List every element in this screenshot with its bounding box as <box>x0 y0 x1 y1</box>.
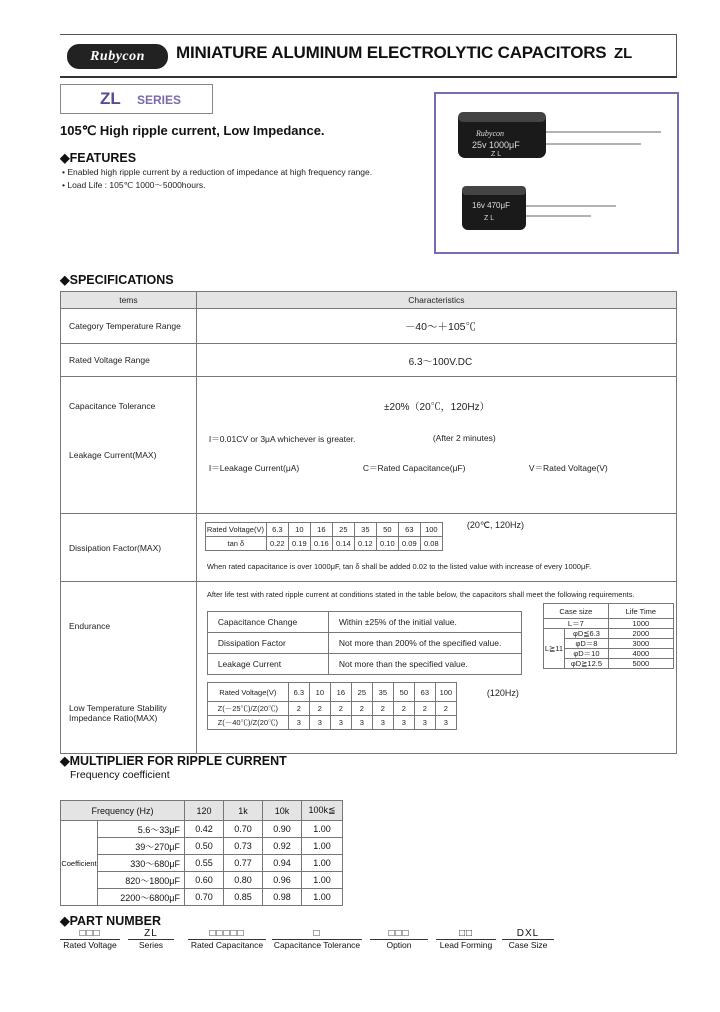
multiplier-subheading: Frequency coefficient <box>70 769 170 781</box>
coef-value: 0.55 <box>185 855 224 872</box>
coef-value: 1.00 <box>302 821 343 838</box>
df-tan-label: tan δ <box>205 537 266 551</box>
rubycon-logo: Rubycon <box>67 44 168 69</box>
cap2-series: Z L <box>484 215 495 222</box>
part-code: □□□ <box>370 928 428 940</box>
coef-value: 0.96 <box>263 872 302 889</box>
df-value: 0.14 <box>332 537 354 551</box>
coef-value: 1.00 <box>302 838 343 855</box>
part-label: Option <box>386 940 412 950</box>
df-voltage: 16 <box>310 523 332 537</box>
header-right-rule <box>676 34 677 77</box>
coef-value: 0.80 <box>224 872 263 889</box>
multiplier-row <box>61 872 343 889</box>
df-value: 0.08 <box>420 537 442 551</box>
cap-range: 2200～6800μF <box>98 889 185 906</box>
multiplier-row <box>61 855 343 872</box>
part-option <box>370 928 428 950</box>
df-voltage: 35 <box>354 523 376 537</box>
life-header-time: Life Time <box>608 604 673 619</box>
endurance-value: Not more than 200% of the specified value. <box>328 633 521 654</box>
lt-value: 2 <box>393 702 414 716</box>
tagline: 105℃ High ripple current, Low Impedance. <box>60 123 325 138</box>
part-lead-forming <box>436 928 496 950</box>
multiplier-table <box>60 800 343 906</box>
df-value: 0.19 <box>288 537 310 551</box>
lt-row-40 <box>207 716 456 730</box>
low-temp-table <box>207 682 457 730</box>
part-label: Lead Forming <box>439 940 493 950</box>
df-voltage: 6.3 <box>266 523 288 537</box>
endurance-table <box>207 611 522 675</box>
coef-value: 0.85 <box>224 889 263 906</box>
multiplier-row <box>61 889 343 906</box>
multiplier-row <box>61 821 343 838</box>
lt-value: 2 <box>414 702 435 716</box>
spec-row-dissipation <box>61 514 677 582</box>
lt-value: 2 <box>309 702 330 716</box>
spec-value-cell <box>196 582 676 754</box>
capacitor-illustration <box>436 94 677 252</box>
endurance-row <box>207 633 521 654</box>
part-number-heading: ◆PART NUMBER <box>60 914 162 928</box>
coef-value: 0.92 <box>263 838 302 855</box>
df-value: 0.10 <box>376 537 398 551</box>
life-group-label: L≧11 <box>543 629 564 669</box>
life-time: 3000 <box>608 639 673 649</box>
lt-voltage: 63 <box>414 683 435 702</box>
life-case: φD＝10 <box>565 649 609 659</box>
life-time-table <box>543 603 674 669</box>
df-voltage: 50 <box>376 523 398 537</box>
endurance-item: Capacitance Change <box>207 612 328 633</box>
cap-range: 820～1800μF <box>98 872 185 889</box>
part-code: DXL <box>502 928 554 940</box>
lt-voltage: 50 <box>393 683 414 702</box>
lt-row-25 <box>207 702 456 716</box>
specifications-table <box>60 291 677 754</box>
lt-voltage-row <box>207 683 456 702</box>
part-case-size <box>502 928 554 950</box>
cap-range: 5.6～33μF <box>98 821 185 838</box>
spec-value-cell <box>196 377 676 514</box>
coef-value: 1.00 <box>302 855 343 872</box>
part-label: Rated Capacitance <box>190 940 264 950</box>
coef-value: 0.50 <box>185 838 224 855</box>
spec-label: Low Temperature Stability <box>69 703 167 713</box>
lt-value: 3 <box>393 716 414 730</box>
spec-label: Impedance Ratio(MAX) <box>69 713 158 723</box>
lt-value: 2 <box>288 702 309 716</box>
df-voltage: 25 <box>332 523 354 537</box>
lt-value: 3 <box>330 716 351 730</box>
freq-value: 100k≦ <box>302 801 343 821</box>
coef-value: 0.70 <box>185 889 224 906</box>
series-label: SERIES <box>137 93 182 107</box>
lt-value: 3 <box>288 716 309 730</box>
multiplier-header-row <box>61 801 343 821</box>
endurance-row <box>207 612 521 633</box>
endurance-value: Within ±25% of the initial value. <box>328 612 521 633</box>
coef-value: 0.94 <box>263 855 302 872</box>
spec-label-cell <box>61 582 197 754</box>
cap1-marking: 25v 1000μF <box>472 140 520 150</box>
coef-value: 0.42 <box>185 821 224 838</box>
part-series <box>128 928 174 950</box>
df-value: 0.12 <box>354 537 376 551</box>
lt-value: 3 <box>372 716 393 730</box>
df-value: 0.22 <box>266 537 288 551</box>
lt-voltage-label: Rated Voltage(V) <box>207 683 288 702</box>
cap-range: 330～680μF <box>98 855 185 872</box>
df-voltage: 63 <box>398 523 420 537</box>
part-label: Case Size <box>508 940 548 950</box>
endurance-item: Dissipation Factor <box>207 633 328 654</box>
part-label: Rated Voltage <box>63 940 117 950</box>
part-code: □ <box>272 928 362 940</box>
spec-label: Rated Voltage Range <box>61 344 197 377</box>
freq-label: Frequency (Hz) <box>61 801 185 821</box>
endurance-item: Leakage Current <box>207 654 328 675</box>
product-photo <box>434 92 679 254</box>
header-bottom-rule <box>60 76 677 78</box>
svg-text:Rubycon: Rubycon <box>476 129 504 138</box>
part-rated-voltage <box>60 928 120 950</box>
part-rated-capacitance <box>188 928 266 950</box>
df-table <box>205 522 443 551</box>
feature-item: • Load Life : 105℃ 1000～5000hours. <box>62 180 206 190</box>
part-code: □□□ <box>60 928 120 940</box>
life-time: 5000 <box>608 659 673 669</box>
endurance-intro: After life test with rated ripple current at conditions stated in the table below, the capacitors shall meet the following requirements. <box>206 590 635 599</box>
df-note: When rated capacitance is over 1000μF, tan δ shall be added 0.02 to the listed value with increase of every 1000μF. <box>206 562 592 571</box>
cap1-series: Z L <box>491 151 502 158</box>
lt-value: 3 <box>414 716 435 730</box>
spec-value-cell <box>196 514 676 582</box>
spec-header-row <box>61 292 677 309</box>
features-heading: ◆FEATURES <box>60 151 137 165</box>
coef-value: 0.90 <box>263 821 302 838</box>
cap-range: 39～270μF <box>98 838 185 855</box>
lt-voltage: 10 <box>309 683 330 702</box>
lt-voltage: 35 <box>372 683 393 702</box>
life-case: φD＝8 <box>565 639 609 649</box>
coef-value: 0.77 <box>224 855 263 872</box>
freq-value: 10k <box>263 801 302 821</box>
spec-row-endurance <box>61 582 677 754</box>
leakage-i-def: I＝Leakage Current(μA) <box>208 463 300 473</box>
df-conditions: (20℃, 120Hz) <box>466 520 524 530</box>
df-value: 0.09 <box>398 537 420 551</box>
header-top-rule <box>60 34 677 35</box>
col-characteristics: Characteristics <box>196 292 676 309</box>
spec-row-cap-leak <box>61 377 677 514</box>
spec-row-voltage <box>61 344 677 377</box>
lt-value: 3 <box>435 716 456 730</box>
lt-voltage: 6.3 <box>288 683 309 702</box>
df-voltage: 10 <box>288 523 310 537</box>
cap2-marking: 16v 470μF <box>472 201 510 210</box>
df-voltage-row <box>205 523 442 537</box>
lt-value: 2 <box>435 702 456 716</box>
lt-conditions: (120Hz) <box>486 688 519 698</box>
part-label: Series <box>138 940 164 950</box>
spec-label: Category Temperature Range <box>61 309 197 344</box>
spec-label: Dissipation Factor(MAX) <box>61 514 197 582</box>
specifications-heading: ◆SPECIFICATIONS <box>60 273 174 287</box>
part-label: Capacitance Tolerance <box>273 940 361 950</box>
coef-value: 0.70 <box>224 821 263 838</box>
freq-value: 1k <box>224 801 263 821</box>
spec-row-temperature <box>61 309 677 344</box>
leakage-after: (After 2 minutes) <box>432 433 496 443</box>
endurance-value: Not more than the specified value. <box>328 654 521 675</box>
lt-voltage: 25 <box>351 683 372 702</box>
part-cap-tolerance <box>272 928 362 950</box>
coef-label: Coefficient <box>61 821 98 906</box>
life-row <box>543 619 673 629</box>
life-time: 1000 <box>608 619 673 629</box>
lt-voltage: 16 <box>330 683 351 702</box>
lt-value: 2 <box>372 702 393 716</box>
life-row <box>543 629 673 639</box>
leakage-formula: I＝0.01CV or 3μA whichever is greater. <box>208 434 356 444</box>
lt-voltage: 100 <box>435 683 456 702</box>
part-code: □□□□□ <box>188 928 266 940</box>
df-tan-row <box>205 537 442 551</box>
lt-value: 3 <box>309 716 330 730</box>
feature-item: • Enabled high ripple current by a reduction of impedance at high frequency range. <box>62 167 373 177</box>
coef-value: 0.73 <box>224 838 263 855</box>
life-time: 4000 <box>608 649 673 659</box>
part-code: □□ <box>436 928 496 940</box>
lt-row-label: Z(－40℃)/Z(20℃) <box>207 716 288 730</box>
life-case: φD≦6.3 <box>565 629 609 639</box>
header-series-code: ZL <box>614 45 633 62</box>
coef-value: 0.98 <box>263 889 302 906</box>
spec-value: －40～＋105℃ <box>196 309 676 344</box>
freq-value: 120 <box>185 801 224 821</box>
lt-row-label: Z(－25℃)/Z(20℃) <box>207 702 288 716</box>
coef-value: 1.00 <box>302 889 343 906</box>
endurance-row <box>207 654 521 675</box>
life-header-row <box>543 604 673 619</box>
life-case: φD≧12.5 <box>565 659 609 669</box>
leakage-v-def: V＝Rated Voltage(V) <box>528 463 608 473</box>
multiplier-heading: ◆MULTIPLIER FOR RIPPLE CURRENT <box>60 754 287 768</box>
cap-tolerance-value: ±20%（20℃，120Hz） <box>384 402 490 413</box>
series-code: ZL <box>100 89 121 108</box>
spec-label: Leakage Current(MAX) <box>69 450 157 460</box>
life-time: 2000 <box>608 629 673 639</box>
leakage-c-def: C＝Rated Capacitance(μF) <box>362 463 466 473</box>
spec-label: Capacitance Tolerance <box>69 401 156 411</box>
col-items: tems <box>61 292 197 309</box>
life-case: L＝7 <box>543 619 608 629</box>
spec-label: Endurance <box>69 621 111 631</box>
df-value: 0.16 <box>310 537 332 551</box>
lt-value: 2 <box>330 702 351 716</box>
part-code: ZL <box>128 928 174 940</box>
lt-value: 3 <box>351 716 372 730</box>
df-voltage-label: Rated Voltage(V) <box>205 523 266 537</box>
spec-label-cell <box>61 377 197 514</box>
coef-value: 0.60 <box>185 872 224 889</box>
df-voltage: 100 <box>420 523 442 537</box>
spec-value: 6.3～100V.DC <box>196 344 676 377</box>
multiplier-row <box>61 838 343 855</box>
life-header-case: Case size <box>543 604 608 619</box>
coef-value: 1.00 <box>302 872 343 889</box>
lt-value: 2 <box>351 702 372 716</box>
page-title: MINIATURE ALUMINUM ELECTROLYTIC CAPACITORS <box>176 43 607 62</box>
